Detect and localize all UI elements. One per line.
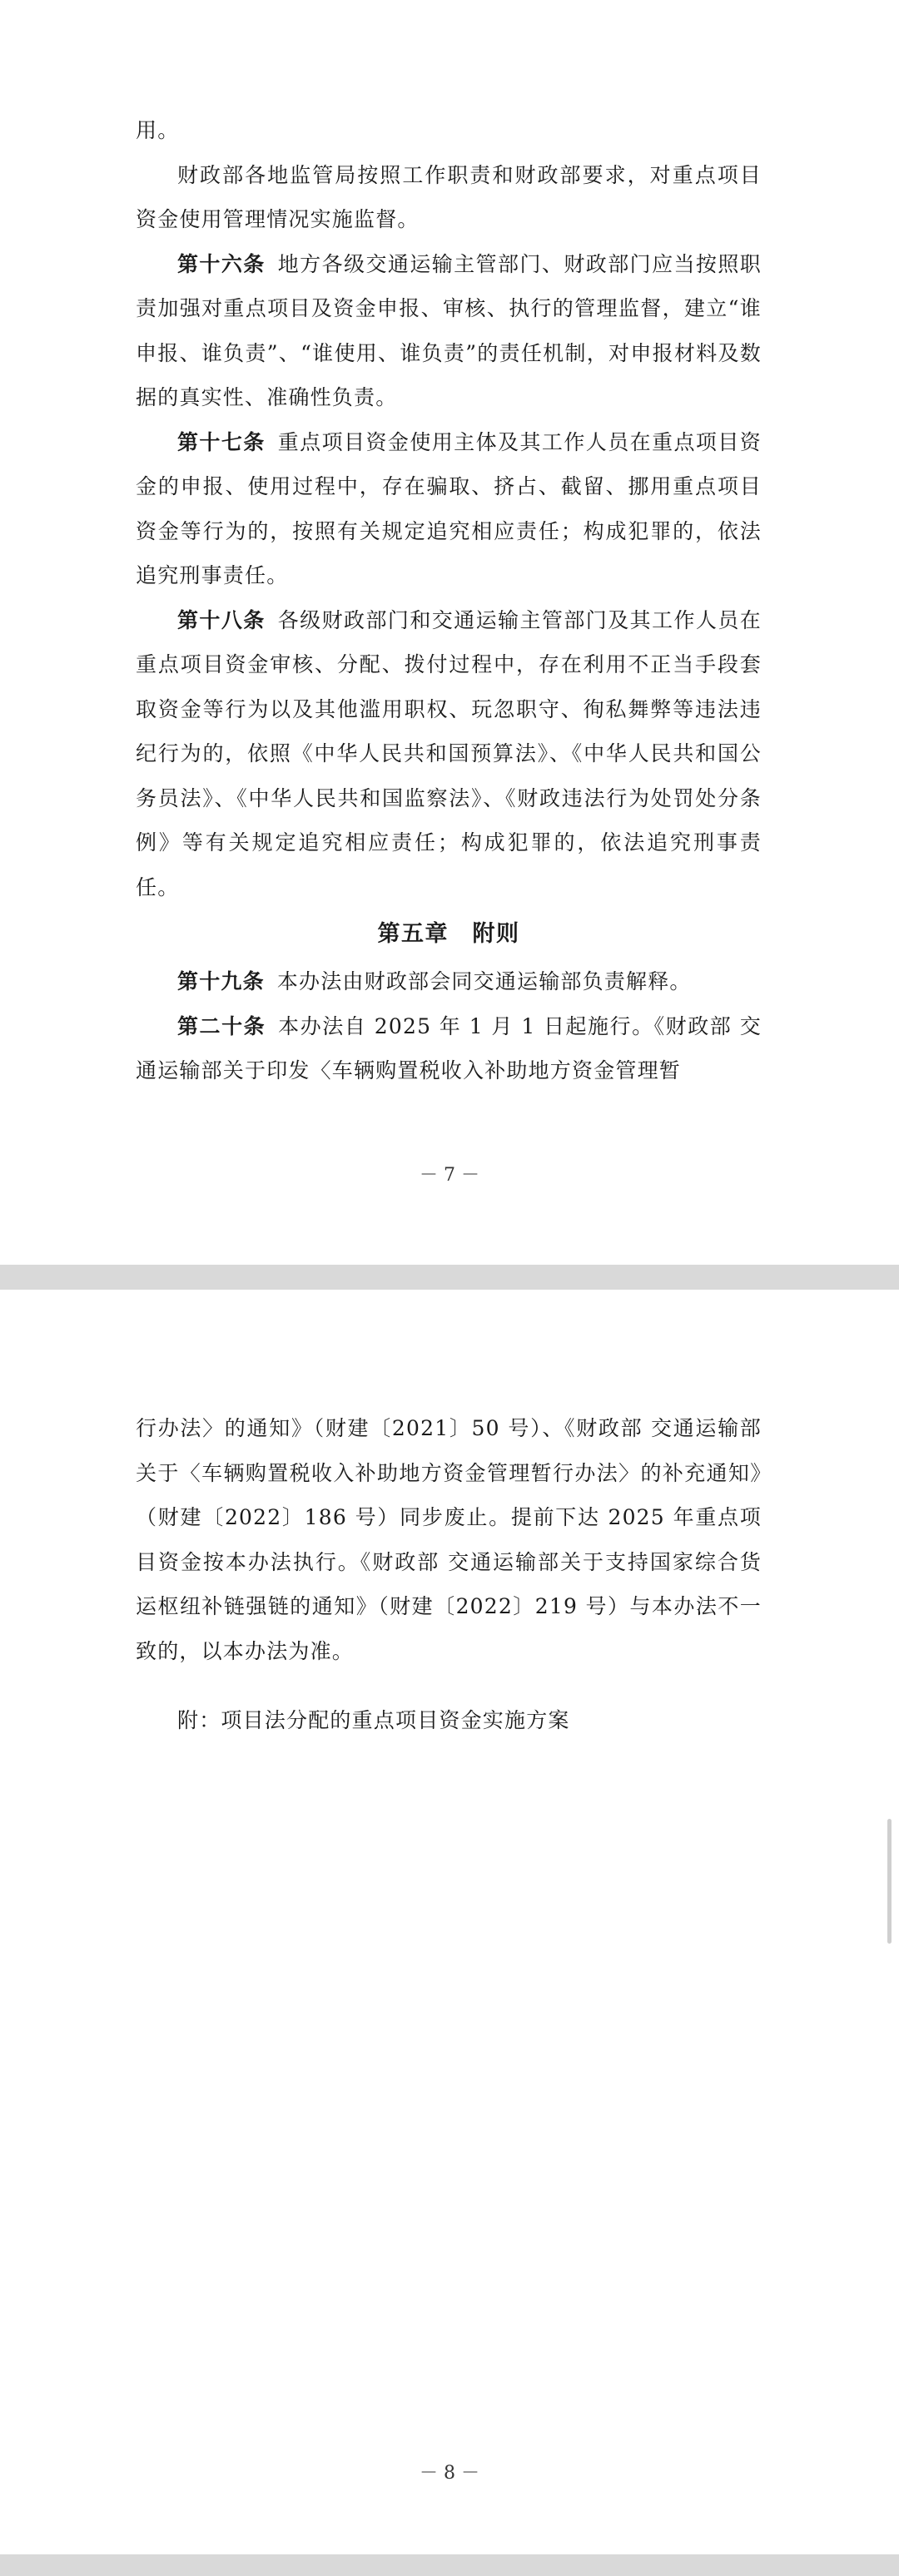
page-separator — [0, 1265, 899, 1290]
document-page-7 — [0, 0, 899, 1265]
page-body — [136, 108, 762, 1093]
paragraph-continuation: 行办法〉的通知》（财建〔2021〕50 号）、《财政部 交通运输部关于〈车辆购置税收入补助地方资金管理暂行办法〉的补充通知》（财建〔2022〕186 号）同步废止。提前下达 2025 年重点项目资金按本办法执行。《财政部 交通运输部关于支持国家综合货运枢纽补链强链的通知》（财建〔2022〕219 号）与本办法不一致的，以本办法为准。 — [136, 1416, 762, 1663]
article-16 — [136, 242, 762, 420]
article-18-title: 第十八条 — [177, 607, 266, 632]
article-17-text: 重点项目资金使用主体及其工作人员在重点项目资金的申报、使用过程中，存在骗取、挤占、截留、挪用重点项目资金等行为的，按照有关规定追究相应责任；构成犯罪的，依法追究刑事责任。 — [136, 429, 762, 587]
chapter-heading: 第五章 附则 — [377, 921, 520, 947]
page-number: － 7 － — [420, 1165, 479, 1186]
article-20 — [136, 1004, 762, 1093]
paragraph-supervision: 财政部各地监管局按照工作职责和财政部要求，对重点项目资金使用管理情况实施监督。 — [136, 162, 762, 231]
scrollbar-thumb[interactable] — [887, 1819, 892, 1944]
page-number: － 8 － — [420, 2463, 479, 2484]
page-body — [136, 1406, 762, 1743]
article-20-text: 本办法自 2025 年 1 月 1 日起施行。《财政部 交通运输部关于印发〈车辆购置税收入补助地方资金管理暂 — [136, 1013, 762, 1082]
article-16-text: 地方各级交通运输主管部门、财政部门应当按照职责加强对重点项目及资金申报、审核、执行的管理监督，建立“谁申报、谁负责”、“谁使用、谁负责”的责任机制，对申报材料及数据的真实性、准确性负责。 — [136, 251, 762, 409]
article-20-title: 第二十条 — [177, 1013, 266, 1038]
article-18 — [136, 598, 762, 910]
document-page-8 — [0, 1290, 899, 2554]
page-separator — [0, 2554, 899, 2576]
attachment-note: 附：项目法分配的重点项目资金实施方案 — [177, 1708, 570, 1732]
article-17-title: 第十七条 — [177, 429, 266, 454]
article-19-title: 第十九条 — [177, 969, 265, 993]
article-16-title: 第十六条 — [177, 251, 266, 276]
article-19-text: 本办法由财政部会同交通运输部负责解释。 — [276, 969, 692, 993]
paragraph-continuation: 用。 — [136, 118, 180, 142]
article-18-text: 各级财政部门和交通运输主管部门及其工作人员在重点项目资金审核、分配、拨付过程中，存在利用不正当手段套取资金等行为以及其他滥用职权、玩忽职守、徇私舞弊等违法违纪行为的，依照《中华人民共和国预算法》、《中华人民共和国公务员法》、《中华人民共和国监察法》、《财政违法行为处罚处分条例》等有关规定追究相应责任；构成犯罪的，依法追究刑事责任。 — [136, 607, 762, 899]
article-19 — [136, 959, 762, 1004]
article-17 — [136, 420, 762, 598]
